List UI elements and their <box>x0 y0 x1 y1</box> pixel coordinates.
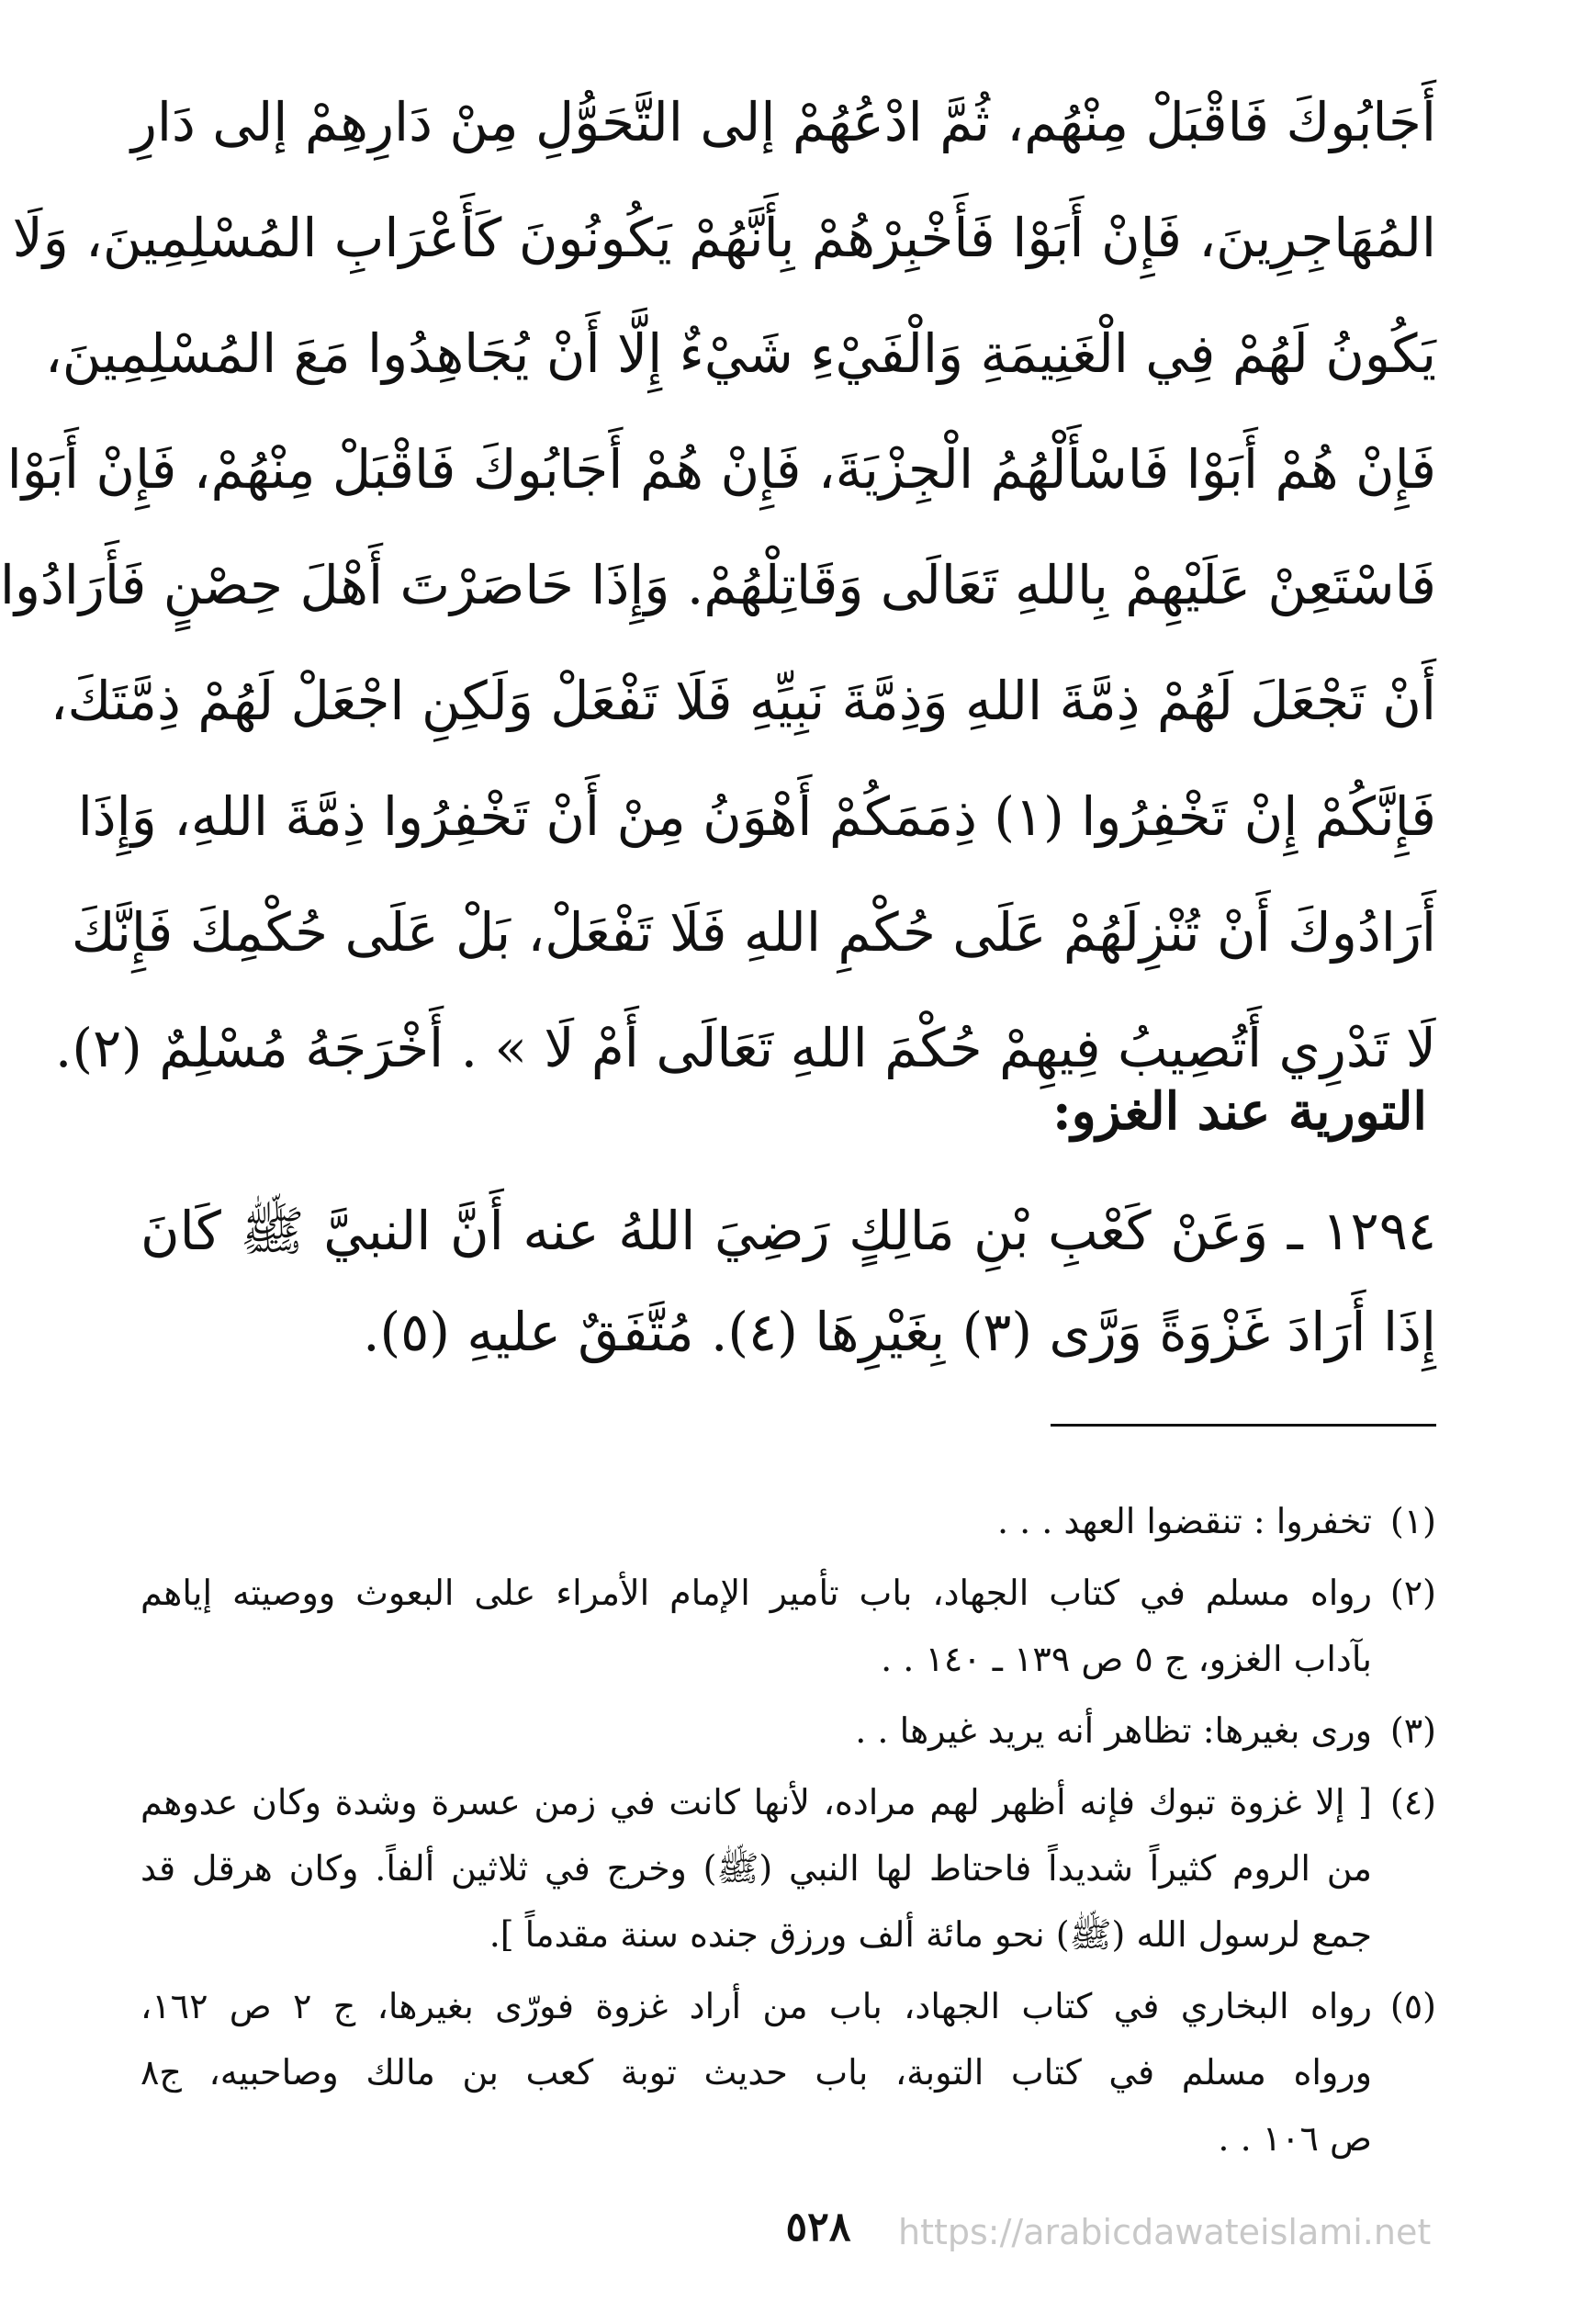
hadith-continuation-text <box>0 64 1436 1106</box>
footnote-number: (٥) <box>1389 1986 1436 2026</box>
footnote-line: جمع لرسول الله (ﷺ) نحو مائة ألف ورزق جنده سنة مقدماً ]. <box>489 1914 1372 1955</box>
hadith-line: إِذَا أَرَادَ غَزْوَةً وَرَّى (٣) بِغَيْرِهَا (٤). مُتَّفَقٌ عليهِ (٥). <box>363 1301 1436 1363</box>
text-line: أَرَادُوكَ أَنْ تُنْزِلَهُمْ عَلَى حُكْمِ اللهِ فَلَا تَفْعَلْ، بَلْ عَلَى حُكْمِكَ فَإِنَّكَ <box>71 901 1436 964</box>
text-line: فَإِنَّكُمْ إِنْ تَخْفِرُوا (١) ذِمَمَكُمْ أَهْوَنُ مِنْ أَنْ تَخْفِرُوا ذِمَّةَ اللهِ، وَإِذَا <box>77 785 1436 848</box>
section-heading: التورية عند الغزو: <box>1051 1081 1427 1142</box>
footnote-line: من الروم كثيراً شديداً فاحتاط لها النبي (ﷺ) وخرج في ثلاثين ألفاً. وكان هرقل قد <box>141 1848 1372 1889</box>
footnote-line: رواه البخاري في كتاب الجهاد، باب من أراد غزوة فورّى بغيرها، ج ٢ ص ١٦٢، <box>141 1986 1372 2026</box>
footnote-number: (٤) <box>1389 1782 1436 1822</box>
text-line: المُهَاجِرِينَ، فَإِنْ أَبَوْا فَأَخْبِرْهُمْ بِأَنَّهُمْ يَكُونُونَ كَأَعْرَابِ المُسْلِمِينَ، وَلَا <box>12 207 1436 269</box>
footnote-2 <box>141 1560 1436 1692</box>
footnote-1 <box>141 1488 1436 1554</box>
footnote-number: (١) <box>1389 1501 1436 1541</box>
hadith-line: ١٢٩٤ ـ وَعَنْ كَعْبِ بْنِ مَالِكٍ رَضِيَ اللهُ عنه أَنَّ النبيَّ ﷺ كَانَ <box>141 1200 1436 1262</box>
footnote-line: تخفروا : تنقضوا العهد . . . <box>996 1501 1372 1541</box>
text-line: لَا تَدْرِي أَتُصِيبُ فِيهِمْ حُكْمَ اللهِ تَعَالَى أَمْ لَا » . أَخْرَجَهُ مُسْلِمٌ (٢). <box>54 1017 1436 1079</box>
text-line: أَنْ تَجْعَلَ لَهُمْ ذِمَّةَ اللهِ وَذِمَّةَ نَبِيِّهِ فَلَا تَفْعَلْ وَلَكِنِ اجْعَلْ لَهُمْ ذِمَّتَكَ، <box>50 670 1436 732</box>
page-number: ٥٢٨ <box>785 2204 851 2251</box>
text-line: فَاسْتَعِنْ عَلَيْهِمْ بِاللهِ تَعَالَى وَقَاتِلْهُمْ. وَإِذَا حَاصَرْتَ أَهْلَ حِصْنٍ فَأَرَادُوا <box>0 554 1436 616</box>
text-line: أَجَابُوكَ فَاقْبَلْ مِنْهُم، ثُمَّ ادْعُهُمْ إلى التَّحَوُّلِ مِنْ دَارِهِمْ إلى دَارِ <box>130 91 1436 153</box>
footnote-number: (٢) <box>1389 1573 1436 1613</box>
footnote-separator <box>1051 1424 1436 1427</box>
footnote-line: ص ١٠٦ . . <box>1218 2118 1372 2159</box>
footnote-line: ورواه مسلم في كتاب التوبة، باب حديث توبة كعب بن مالك وصاحبيه، ج٨ <box>141 2052 1372 2093</box>
footnote-line: [ إلا غزوة تبوك فإنه أظهر لهم مراده، لأنها كانت في زمن عسرة وشدة وكان عدوهم <box>141 1782 1372 1822</box>
source-watermark: https://arabicdawateislami.net <box>898 2212 1432 2252</box>
hadith-1294 <box>141 1180 1436 1382</box>
footnote-5 <box>141 1973 1436 2172</box>
footnote-number: (٣) <box>1389 1710 1436 1751</box>
footnotes <box>141 1488 1436 2177</box>
text-line: فَإِنْ هُمْ أَبَوْا فَاسْأَلْهُمُ الْجِزْيَةَ، فَإِنْ هُمْ أَجَابُوكَ فَاقْبَلْ مِنْهُمْ، فَإِنْ أَبَوْا <box>6 438 1436 501</box>
footnote-line: ورى بغيرها: تظاهر أنه يريد غيرها . . <box>855 1710 1372 1751</box>
footnote-3 <box>141 1698 1436 1764</box>
footnote-4 <box>141 1769 1436 1968</box>
footnote-line: بآداب الغزو، ج ٥ ص ١٣٩ ـ ١٤٠ . . <box>881 1639 1372 1679</box>
footnote-line: رواه مسلم في كتاب الجهاد، باب تأمير الإمام الأمراء على البعوث ووصيته إياهم <box>141 1573 1372 1613</box>
text-line: يَكُونُ لَهُمْ فِي الْغَنِيمَةِ وَالْفَيْءِ شَيْءٌ إِلَّا أَنْ يُجَاهِدُوا مَعَ المُسْلِمِينَ، <box>45 322 1436 385</box>
